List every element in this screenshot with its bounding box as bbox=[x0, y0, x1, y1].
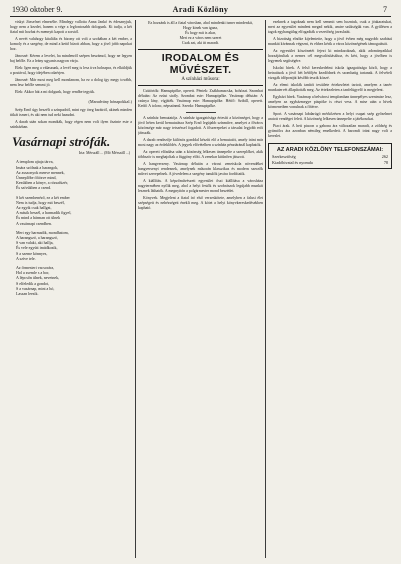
verse-line: És hogy mit is akar, bbox=[185, 31, 216, 35]
poem-line: A szíve tele. bbox=[16, 255, 36, 261]
verse-line: Csak azt, aki itt maradt. bbox=[182, 41, 219, 45]
article-paragraph: Iskolai hírek. A felső kereskedelmi iskola igazgatósága közli, hogy a beiratások a jövő hét hétfőjén kezdődnek és szombatig tartanak. A felvételi vizsgák időpontját később teszik közzé. bbox=[268, 66, 392, 80]
issue-date: 1930 oktober 9. bbox=[12, 5, 63, 14]
poem-byline: Irta: Mérszáll ... (Mó Mérszáll ...) bbox=[78, 151, 130, 156]
poem-line: Lassan leesik. bbox=[16, 291, 39, 297]
poem-line: A vasárnapi csendben. bbox=[16, 220, 52, 226]
poem-line: Nem is tudja, hogy mit beszél, bbox=[16, 199, 65, 205]
column-rule bbox=[265, 20, 266, 558]
poem-line: S elfeledik a gondot, bbox=[16, 280, 50, 286]
article-paragraph: A bizottság elnöke kijelentette, hogy a jövő évben még nagyobb szabású munkát kívánnak végezni, és ehhez kérik a város közönségének támogatását. bbox=[268, 37, 392, 46]
column-rule bbox=[135, 20, 136, 558]
telephone-number: 78 bbox=[383, 160, 388, 165]
article-paragraph: Az egyesület köszönetét fejezi ki mindazoknak, akik adományaikkal hozzájárultak a nemes cél megvalósításához, és kéri, hogy a jövőben is legyenek segítségére. bbox=[268, 49, 392, 63]
article-paragraph: Az operett előadása után a közönség lelkesen ünnepelte a szereplőket, akik többször is meghajoltak a függöny előtt. A zenekar kitűnően játszott. bbox=[138, 150, 263, 159]
poem-stanza bbox=[16, 195, 132, 226]
column-2 bbox=[138, 20, 263, 558]
page-number: 7 bbox=[383, 5, 387, 14]
telephone-label: Kiadóhivatal és nyomda bbox=[272, 160, 313, 165]
poem-line: Az asszonyok menve mennek, bbox=[16, 169, 65, 175]
poem-title: Vasárnapi strófák. bbox=[12, 134, 111, 150]
article-paragraph: Jánosné: Már most meg kell mondanom, ha ez a dolog így megy tovább, nem lesz belőle semmi jó. bbox=[10, 78, 132, 87]
article-paragraph: Piaci árak. A heti piacon a gabona ára változatlan maradt, a zöldség és gyümölcs ára azonban némileg emelkedett. A baromfi iránt nagy volt a kereslet. bbox=[268, 124, 392, 138]
poem-line: Az őrmesteri vacsorára, bbox=[16, 265, 55, 271]
poem-stanza bbox=[16, 265, 132, 296]
poem-line: S a szeme könnyes, bbox=[16, 250, 48, 256]
verse-line: Mert ez a város nem szeret bbox=[179, 36, 222, 40]
article-paragraph: A hangverseny. Vasárnap délután a városi zeneiskola növendékei hangversenyt rendeznek, amelynek műsorán klasszikus és modern szerzők művei szerepelnek. A jövedelem a szegény tanulók javára fordíttatik. bbox=[138, 162, 263, 176]
telephone-heading: AZ ARADI KÖZLÖNY TELEFONSZÁMAI: bbox=[276, 147, 384, 153]
telephone-box bbox=[268, 143, 392, 169]
article-paragraph: A nevét valahogy kitalálta és bizony ott volt a szobában a két ember, a komoly és a szegény, de mind a kettő bízott abban, hogy a jövő jobb napokat hoz. bbox=[10, 37, 132, 51]
poem-line: Ünneplőbe öltözve mind, bbox=[16, 174, 57, 180]
article-paragraph: ezeknek a tagoknak nem kell semmit sem hozniuk, csak a jóakaratukat, mert az egyesület mindent megad nekik, amire szükségük van. A gyűlésen a tagok egyhangúlag elfogadták a vezetőség javaslatát. bbox=[268, 20, 392, 34]
article-paragraph: Jánosné: Kérem a levelet, ha mindenről szépen beszámol, hogy ne legyen baj belőle. Ez a leány ugyanis nagyon várja. bbox=[10, 54, 132, 63]
verse-line: Hogy kinek van igaza, bbox=[182, 26, 218, 30]
column-1 bbox=[10, 20, 132, 558]
newspaper-title: Aradi Közlöny bbox=[172, 5, 229, 14]
telephone-row bbox=[272, 160, 388, 166]
verse-fragment bbox=[138, 21, 263, 46]
telephone-number: 262 bbox=[381, 154, 388, 159]
article-paragraph: Az elemi iskolák tanítói testülete értekezletet tartott, amelyen a tanév munkatervét állapították meg. Az értekezleten a tanfelügyelő is megjelent. bbox=[268, 83, 392, 92]
article-paragraph: Egyházi hírek. Vasárnap a belvárosi templomban ünnepélyes szentmise lesz, amelyen az egyházmegye püspöke is részt vesz. A mise után a hívek körmenetben vonulnak a főtérre. bbox=[268, 95, 392, 109]
poem-line: S két szembenéző, ez a két ember bbox=[16, 194, 70, 200]
section-heading: IRODALOM ÉS MŰVÉSZET. bbox=[161, 52, 240, 76]
poem-line: Hol a zsemle s a bor, bbox=[16, 270, 50, 276]
section-header bbox=[138, 49, 263, 86]
article-paragraph: Szép Ernő úgy beszélt a színpadról, mint egy öreg barátról, akinek minden titkát ismeri, és aki nem tud neki hazudni. bbox=[10, 108, 132, 118]
article-paragraph: viskyi Józsefnei elmesélte. Mindegy vallotta Anna Jankó és édesanyjuk, hogy nem a kezdet, hanem a vége a legfontosabb dologunk. Ki tudja, a két fiatal mit hozhat és mennyit kapott a sorstól. bbox=[10, 20, 132, 34]
article-paragraph: Sport. A vasárnapi labdarúgó mérkőzésen a helyi csapat szép győzelmet aratott vendégei felett. A közönség lelkesen ünnepelte a játékosokat. bbox=[268, 112, 392, 121]
poem-line: Mert egy harmadik, mondhatom, bbox=[16, 229, 69, 235]
telephone-label: Szerkesztőség bbox=[272, 154, 296, 159]
poem-line: Kezükben a könyv, a rózsafüzér, bbox=[16, 180, 68, 186]
article-paragraph: Elek: Akkor hát a mi dolgunk, hogy rendbe tegyük. bbox=[15, 90, 95, 94]
poem-line: A lépcsőn ülnek, nevetnek, bbox=[16, 275, 60, 281]
article-signature: (Maradvány hónapokkal.) bbox=[88, 99, 132, 105]
poem-line: A másik beszél, a harmadik figyel, bbox=[16, 210, 72, 216]
poem-line: Imára szólnak a harangok, bbox=[16, 164, 59, 170]
poem-line: És mind a hárman ott ülnek bbox=[16, 215, 61, 221]
poem-line: A harangszó, a harangszó, bbox=[16, 235, 58, 241]
article-paragraph: A darab rendezője különös gonddal készíti elő a bemutatót, amely iránt már most nagy az érdeklődés. A jegyek elővételben a színház pénztáránál kaphatók. bbox=[138, 138, 263, 147]
article-paragraph: A színház bemutatója. A szinház igazgatósága értesíti a közönséget, hogy a jövő héten kerül bemutatásra Szép Ernő legújabb színműve, amelyet a főváros közönsége már nagy tetszéssel fogadott. A főszerepeket a társulat legjobb erői játsszák. bbox=[138, 116, 263, 135]
section-subheading: A színházi műsora: bbox=[181, 77, 220, 82]
poem-line: És szívükben a csend. bbox=[16, 185, 52, 191]
article-paragraph: Elek: Igen meg a válaszunk, a levél meg is lesz írva holnapra, és elküldjük a postával, hogy idejében odaérjen. bbox=[10, 66, 132, 75]
masthead bbox=[10, 4, 391, 17]
poem-line: S van valaki, aki hallja, bbox=[16, 240, 54, 246]
poem-line: Az egyik csak hallgat, bbox=[16, 205, 52, 210]
theatre-program: Csütörtök: Hamupipőke, operett. Péntek: Zsákbamacska, bohózat. Szombat délután: Az ezüst sirály. Szombat este: Hamupipőke. Vasárnap délután: A csúnya lány, vígjáték. Vasárnap este: Hamupipőke. Hétfő: Szibill, operett. Kedd: A tolonc, népszínmű. Szerda: Hamupipőke. bbox=[138, 89, 263, 108]
column-3 bbox=[268, 20, 392, 558]
article-paragraph: A darab után sokan mondták, hogy régen nem volt ilyen őszinte este a színházban. bbox=[10, 120, 132, 130]
verse-line: Ez hozzánk is áll a fiatal városban, ahol mindenki ismer mindenkit, bbox=[148, 21, 253, 25]
poem-stanza bbox=[16, 230, 132, 261]
poem-line: A templom ajtaja tárva, bbox=[16, 159, 54, 165]
poem-line: S a vasárnap, mint a hó, bbox=[16, 285, 55, 291]
article-paragraph: Könyvek. Megjelent a fiatal író első verseskötete, amelyben a falusi élet szépségeit és nehézségeit énekli meg. A kötet a helyi könyvkereskedésekben kapható. bbox=[138, 196, 263, 210]
separator bbox=[186, 112, 216, 113]
article-paragraph: A kiállítás. A képzőművészeti egyesület őszi kiállítása a városháza nagytermében nyílik meg, ahol a helyi festők és szobrászok legújabb munkái lesznek láthatók. A megnyitón a polgármester mond beszédet. bbox=[138, 179, 263, 193]
poem-line: És vele együtt imádkozik, bbox=[16, 245, 58, 251]
poem-stanza bbox=[16, 159, 132, 190]
